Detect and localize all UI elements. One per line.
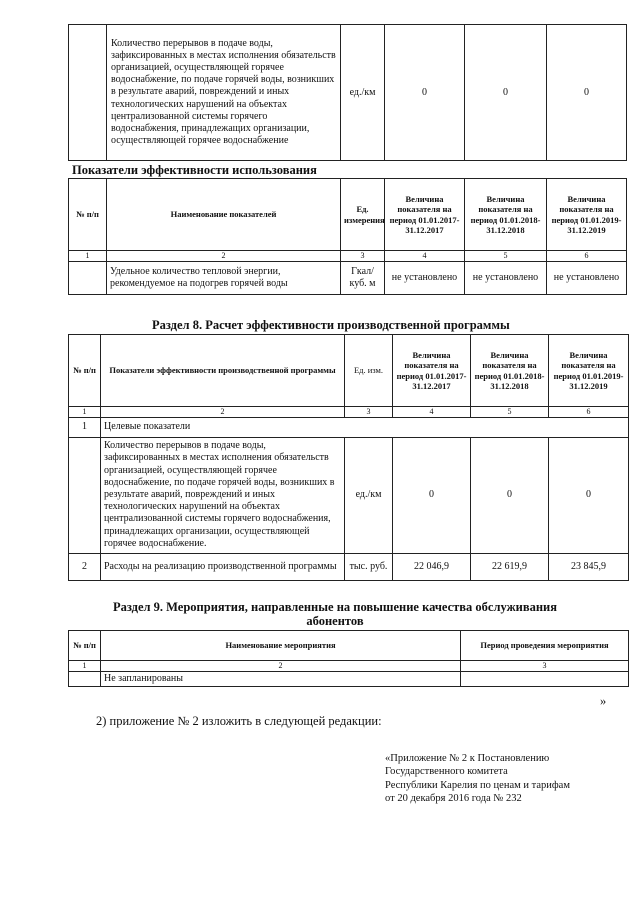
value-2017: 0 xyxy=(393,437,471,553)
header-num: № п/п xyxy=(69,631,101,661)
indicator-name: Расходы на реализацию производственной программы xyxy=(101,553,345,580)
index-cell: 2 xyxy=(107,251,341,262)
section9-heading: Раздел 9. Мероприятия, направленные на повышение качества обслуживания абонентов xyxy=(112,600,558,629)
efficiency-table xyxy=(68,178,627,295)
row-number-cell xyxy=(69,671,101,686)
value-2019: 0 xyxy=(547,25,627,161)
index-cell: 5 xyxy=(465,251,547,262)
row-number-cell xyxy=(69,437,101,553)
header-name: Наименование показателей xyxy=(107,179,341,251)
value-2018: 0 xyxy=(471,437,549,553)
value-2019: 0 xyxy=(549,437,629,553)
index-cell: 4 xyxy=(385,251,465,262)
efficiency-heading: Показатели эффективности использования xyxy=(72,163,317,177)
appendix-line: от 20 декабря 2016 года № 232 xyxy=(385,793,522,805)
group-number: 1 xyxy=(69,417,101,437)
group-label: Целевые показатели xyxy=(101,417,629,437)
header-period-2019: Величина показателя на период 01.01.2019-31.12.2019 xyxy=(547,179,627,251)
index-cell: 3 xyxy=(341,251,385,262)
value-2017: 22 046,9 xyxy=(393,553,471,580)
unit-cell: ед./км xyxy=(341,25,385,161)
header-period-2017: Величина показателя на период 01.01.2017-31.12.2017 xyxy=(393,335,471,407)
section9-table xyxy=(68,630,629,687)
instruction-text: 2) приложение № 2 изложить в следующей редакции: xyxy=(96,714,382,728)
value-2018: не установлено xyxy=(465,261,547,294)
top-continuation-table xyxy=(68,24,627,161)
value-2018: 22 619,9 xyxy=(471,553,549,580)
row-number-cell: 2 xyxy=(69,553,101,580)
header-period-2017: Величина показателя на период 01.01.2017-31.12.2017 xyxy=(385,179,465,251)
indicator-name: Количество перерывов в подаче воды, зафиксированных в местах исполнения обязательств организацией, осуществляющей горячее водоснабжение, по подаче горячей воды, возникших в результате аварий, повреждений и иных технологических нарушений на объектах централизованной системы горячего водоснабжения, принадлежащих организации, осуществляющей горячее водоснабжение. xyxy=(101,437,345,553)
header-period: Период проведения мероприятия xyxy=(461,631,629,661)
unit-cell: ед./км xyxy=(345,437,393,553)
header-name: Показатели эффективности производственной программы xyxy=(101,335,345,407)
index-cell: 3 xyxy=(345,407,393,418)
row-number-cell xyxy=(69,261,107,294)
index-cell: 1 xyxy=(69,407,101,418)
header-period-2018: Величина показателя на период 01.01.2018-31.12.2018 xyxy=(471,335,549,407)
row-number-cell xyxy=(69,25,107,161)
appendix-line: Республики Карелия по ценам и тарифам xyxy=(385,779,570,791)
section8-heading: Раздел 8. Расчет эффективности производственной программы xyxy=(152,318,510,332)
section8-table xyxy=(68,334,629,581)
appendix-line: «Приложение № 2 к Постановлению xyxy=(385,753,550,764)
header-unit: Ед. изм. xyxy=(345,335,393,407)
index-cell: 3 xyxy=(461,661,629,672)
header-num: № п/п xyxy=(69,179,107,251)
index-cell: 6 xyxy=(547,251,627,262)
index-cell: 1 xyxy=(69,251,107,262)
value-2018: 0 xyxy=(465,25,547,161)
index-cell: 5 xyxy=(471,407,549,418)
index-cell: 2 xyxy=(101,407,345,418)
unit-cell: Гкал/куб. м xyxy=(341,261,385,294)
measure-name: Не запланированы xyxy=(101,671,461,686)
header-unit: Ед. измерения xyxy=(341,179,385,251)
header-num: № п/п xyxy=(69,335,101,407)
header-period-2018: Величина показателя на период 01.01.2018-31.12.2018 xyxy=(465,179,547,251)
index-cell: 4 xyxy=(393,407,471,418)
appendix-reference xyxy=(385,752,570,806)
index-cell: 6 xyxy=(549,407,629,418)
closing-quote: » xyxy=(600,694,607,708)
header-name: Наименование мероприятия xyxy=(101,631,461,661)
value-2017: 0 xyxy=(385,25,465,161)
index-cell: 1 xyxy=(69,661,101,672)
index-cell: 2 xyxy=(101,661,461,672)
indicator-name: Количество перерывов в подаче воды, зафиксированных в местах исполнения обязательств организацией, осуществляющей горячее водоснабжение, по подаче горячей воды, возникших в результате аварий, повреждений и иных технологических нарушений на объектах централизованной системы горячего водоснабжения, принадлежащих организации, осуществляющей горячее водоснабжение xyxy=(107,25,341,161)
value-2019: 23 845,9 xyxy=(549,553,629,580)
unit-cell: тыс. руб. xyxy=(345,553,393,580)
appendix-line: Государственного комитета xyxy=(385,766,508,778)
measure-period xyxy=(461,671,629,686)
value-2019: не установлено xyxy=(547,261,627,294)
value-2017: не установлено xyxy=(385,261,465,294)
indicator-name: Удельное количество тепловой энергии, рекомендуемое на подогрев горячей воды xyxy=(107,261,341,294)
header-period-2019: Величина показателя на период 01.01.2019-31.12.2019 xyxy=(549,335,629,407)
